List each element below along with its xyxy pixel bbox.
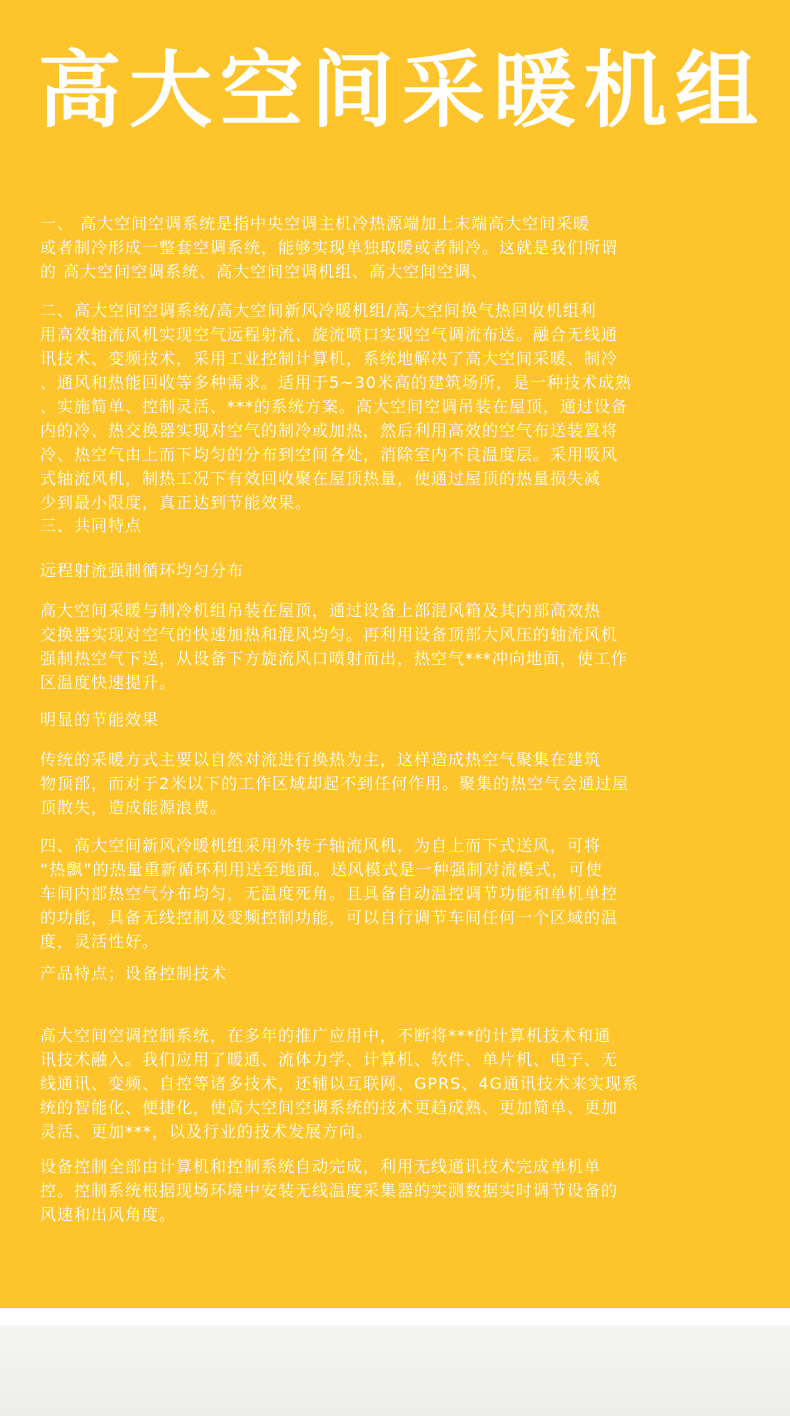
- heading-remote-jet: 远程射流强制循环均匀分布: [40, 561, 245, 580]
- heading-product-features: 产品特点；设备控制技术: [40, 964, 228, 983]
- paragraph-control-system: 高大空间空调控制系统，在多年的推广应用中，不断将***的计算机技术和通 讯技术融入。我们应用了暖通、流体力学、计算机、软件、单片机、电子、无 线通讯、变频、自控等诸多技术，还辅以互联网、GPRS、4G通讯技术来实现系 统的智能化、便捷化，使高大空间空调系统的技术更趋成熟、更加简单、更加 灵活、更加***，以及行业的技术发展方向。: [40, 1026, 639, 1141]
- heading-common-features: 三、共同特点: [40, 516, 143, 535]
- paragraph-heating-cooling: 高大空间采暖与制冷机组吊装在屋顶，通过设备上部混风箱及其内部高效热 交换器实现对空气的快速加热和混风均匀。再利用设备顶部大风压的轴流风机 强制热空气下送，从设备下方旋流风口喷射而出，热空气***冲向地面，使工作 区温度快速提升。: [40, 601, 629, 692]
- page-title: 高大空间采暖机组: [38, 42, 766, 139]
- paragraph-intro: 一、 高大空间空调系统是指中央空调主机冷热源端加上末端高大空间采暖 或者制冷形成一整套空调系统，能够实现单独取暖或者制冷。这就是我们所谓 的 高大空间空调系统、高大空间空调机组、高大空间空调、: [40, 214, 619, 281]
- bottom-gray-band: [0, 1325, 790, 1416]
- heading-energy-saving: 明显的节能效果: [40, 710, 160, 729]
- paragraph-device-control: 设备控制全部由计算机和控制系统自动完成，利用无线通讯技术完成单机单 控。控制系统根据现场环境中安装无线温度采集器的实测数据实时调节设备的 风速和出风角度。: [40, 1157, 619, 1224]
- paragraph-traditional-heating: 传统的采暖方式主要以自然对流进行换热为主，这样造成热空气聚集在建筑 物顶部，而对于2米以下的工作区域却起不到任何作用。聚集的热空气会通过屋 顶散失，造成能源浪费。: [40, 750, 630, 817]
- paragraph-system: 二、高大空间空调系统/高大空间新风冷暖机组/高大空间换气热回收机组利 用高效轴流风机实现空气远程射流、旋流喷口实现空气调流布送。融合无线通 讯技术、变频技术，采用工业控制计算机，系统地解决了高大空间采暖、制冷 、通风和热能回收等多种需求。适用于5~30米高的建筑场所，是一种技术成熟 、实施简单、控制灵活、***的系统方案。高大空间空调吊装在屋顶，通过设备 内的冷、热交换器实现对空气的制冷或加热，然后利用高效的空气布送装置将 冷、热空气由上而下均匀的分布到空间各处，消除室内不良温度层。采用吸风 式轴流风机，制热工况下有效回收聚在屋顶热量，使通过屋顶的热量损失减 少到最小限度，真正达到节能效果。: [40, 301, 632, 512]
- paragraph-fresh-air-unit: 四、高大空间新风冷暖机组采用外转子轴流风机，为自上而下式送风，可将 “热飘”的热量重新循环利用送至地面。送风模式是一种强制对流模式，可使 车间内部热空气分布均匀，无温度死角。且具备自动温控调节功能和单机单控 的功能，具备无线控制及变频控制功能，可以自行调节车间任何一个区域的温 度，灵活性好。: [40, 836, 619, 951]
- section-divider: [0, 1308, 790, 1325]
